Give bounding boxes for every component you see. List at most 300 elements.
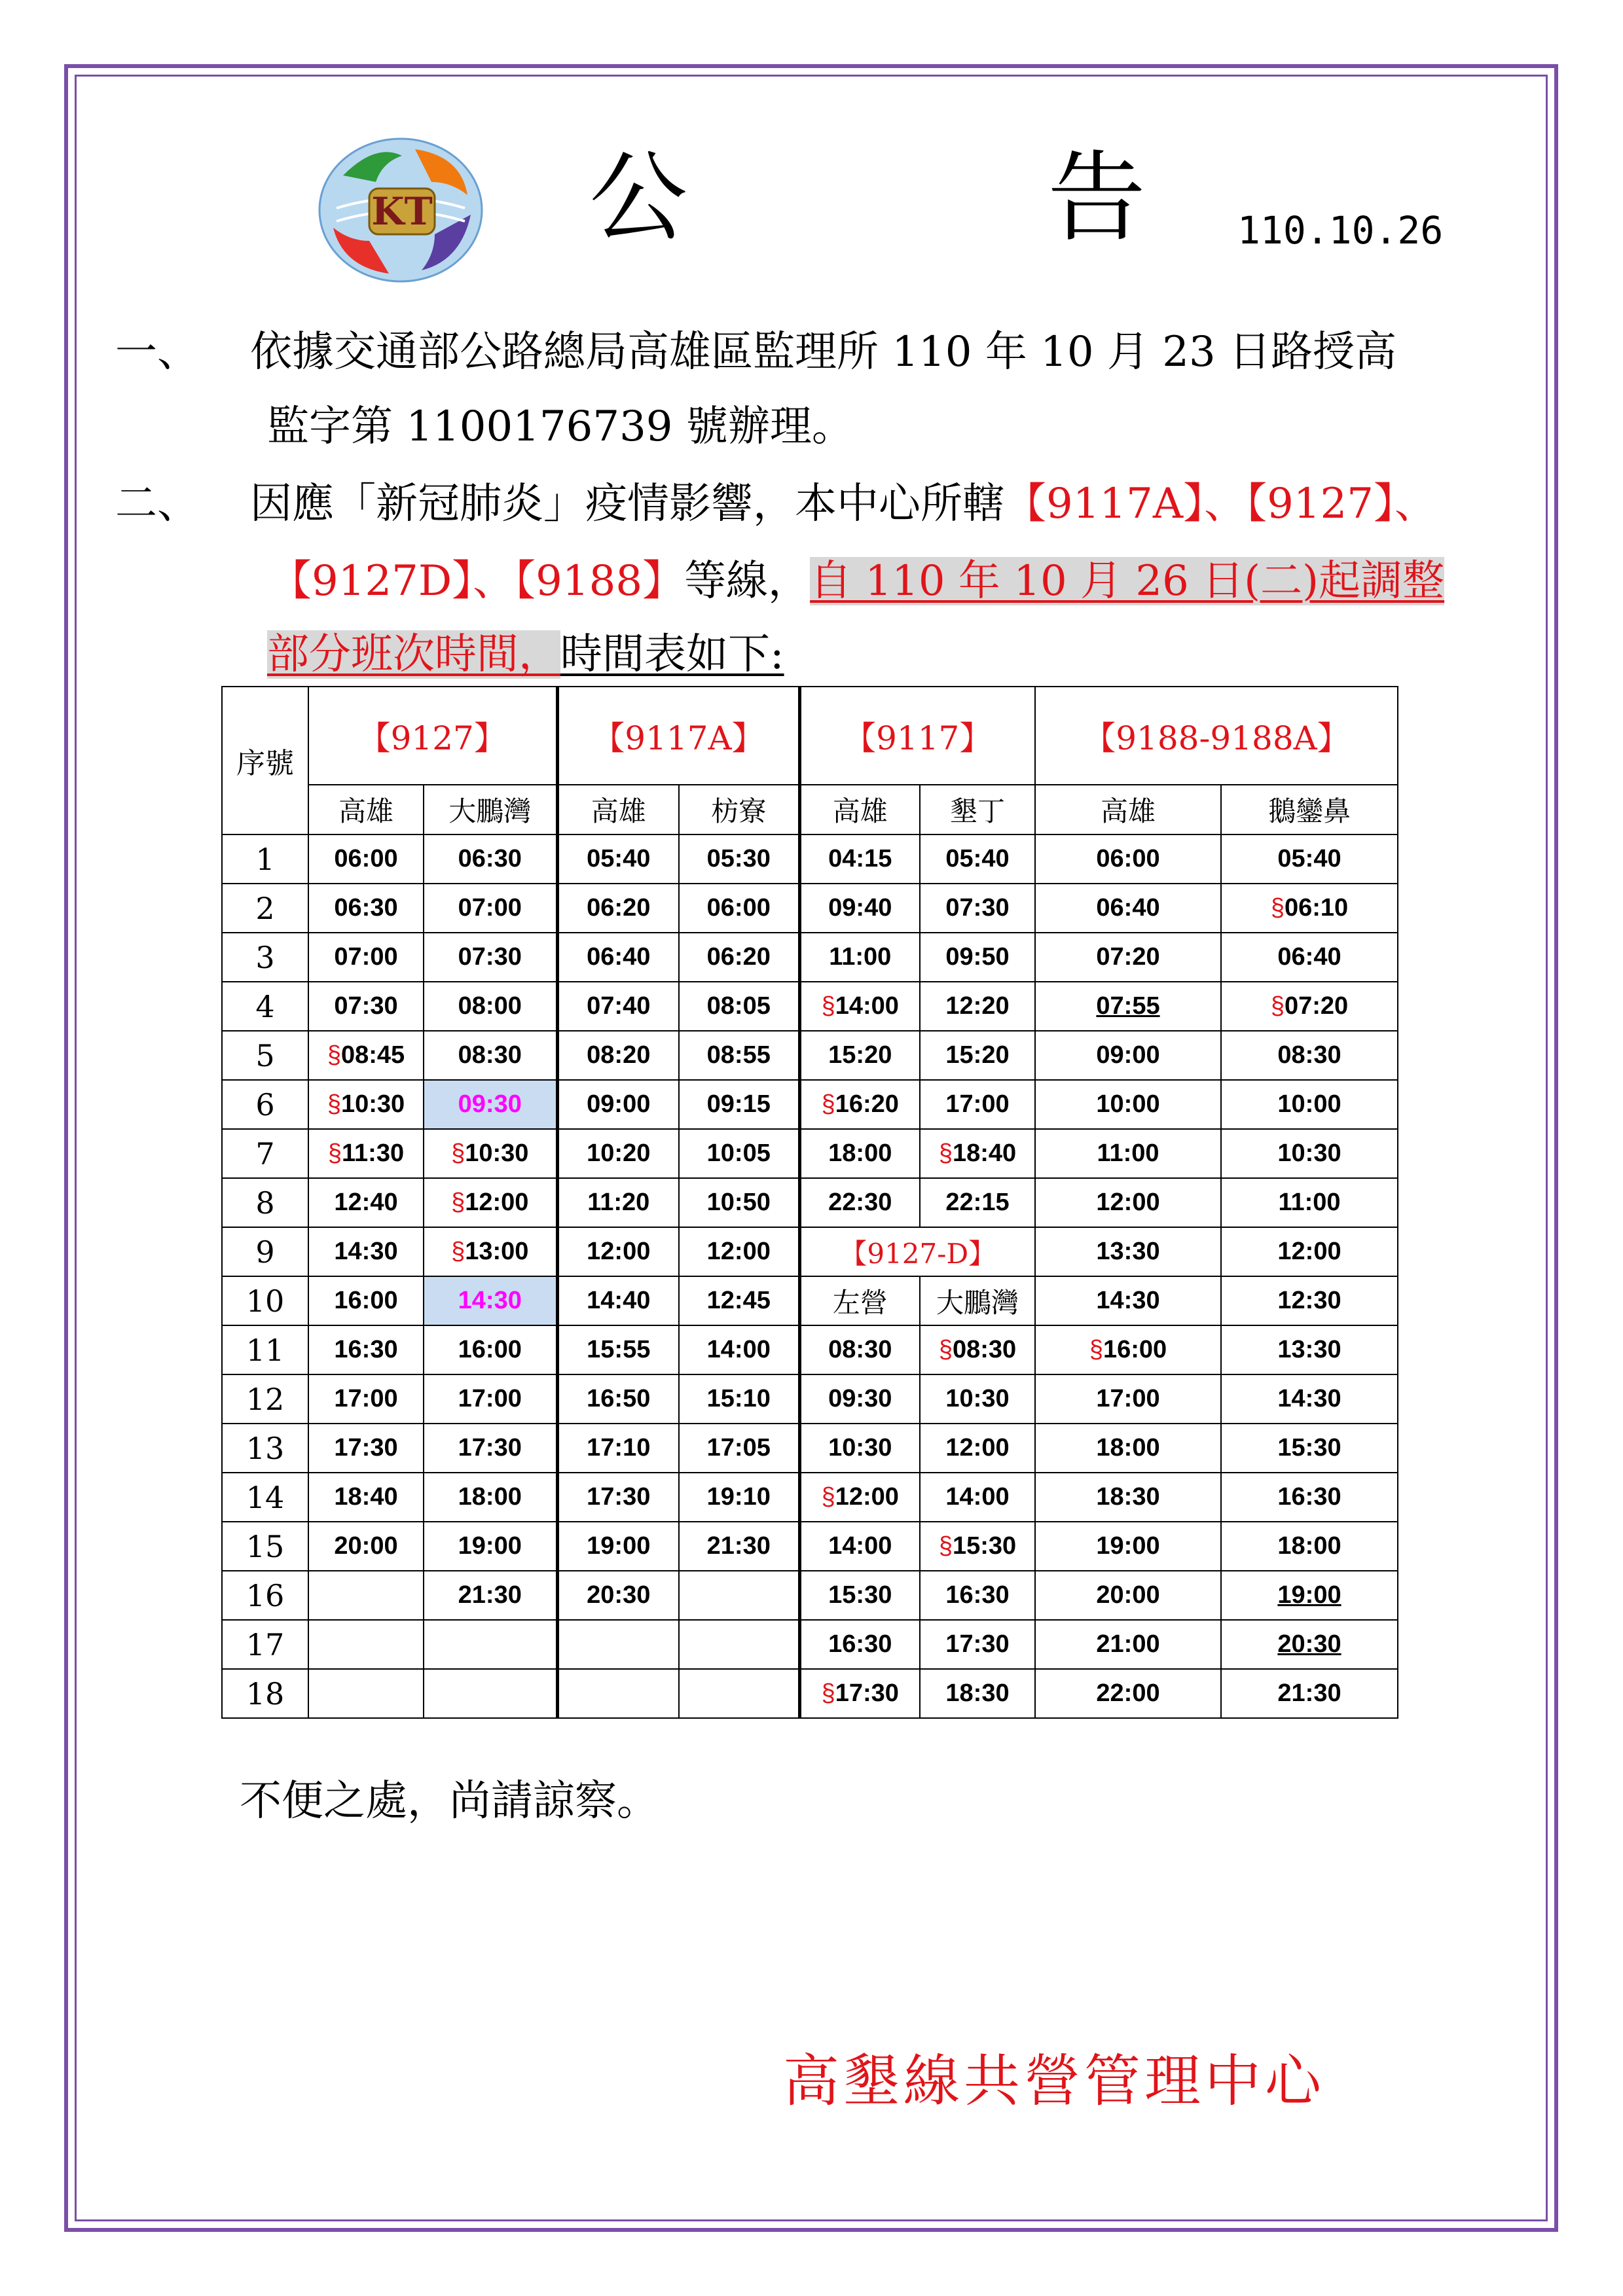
item1-line1: 依據交通部公路總局高雄區監理所 110 年 10 月 23 日路授高 [250, 328, 1397, 376]
time-text: 08:05 [706, 992, 771, 1020]
time-cell [920, 834, 1035, 884]
time-text: 14:00 [706, 1336, 771, 1363]
time-text: 21:30 [706, 1532, 771, 1560]
time-cell [1035, 1473, 1221, 1522]
row-number [222, 1080, 308, 1129]
time-text: 16:00 [1103, 1336, 1167, 1363]
time-cell [799, 1620, 920, 1669]
time-cell [1221, 933, 1398, 982]
time-text: 13:30 [1277, 1336, 1341, 1363]
time-cell [557, 933, 679, 982]
time-cell [1035, 1522, 1221, 1571]
item2-line2-text: 等線， [684, 557, 811, 605]
time-text: 08:30 [952, 1336, 1017, 1363]
time-cell [557, 1424, 679, 1473]
time-text: 14:00 [945, 1483, 1010, 1511]
time-cell [679, 1473, 799, 1522]
time-cell [799, 1325, 920, 1374]
time-cell [308, 1669, 424, 1718]
time-text: 10:05 [706, 1139, 771, 1167]
time-text: 06:20 [706, 943, 771, 971]
time-cell [920, 1178, 1035, 1227]
time-text: 05:40 [1277, 845, 1341, 872]
time-text: 22:15 [945, 1189, 1010, 1216]
time-text: 17:30 [458, 1434, 522, 1462]
time-text: 09:30 [828, 1385, 892, 1412]
time-cell [1035, 834, 1221, 884]
time-text: 15:30 [828, 1581, 892, 1609]
time-text: 12:00 [835, 1483, 899, 1511]
time-cell [679, 1129, 799, 1178]
time-text: 15:30 [952, 1532, 1017, 1560]
time-text: 20:00 [334, 1532, 398, 1560]
sub-col-header: 左營 [799, 1276, 920, 1325]
time-text: 15:30 [1277, 1434, 1341, 1462]
time-cell [424, 1374, 557, 1424]
item2-number: 二、 [115, 480, 199, 528]
time-cell [679, 1080, 799, 1129]
row-number-text: 9 [255, 1234, 275, 1270]
time-text: 16:00 [334, 1287, 398, 1314]
time-cell [1221, 1669, 1398, 1718]
time-text: 17:00 [334, 1385, 398, 1412]
time-cell [1221, 1522, 1398, 1571]
signature: 高墾線共營管理中心 [783, 2049, 1325, 2114]
row-number [222, 884, 308, 933]
time-text: 15:10 [706, 1385, 771, 1412]
time-text: 08:30 [828, 1336, 892, 1363]
time-cell [308, 1129, 424, 1178]
time-cell [679, 1522, 799, 1571]
time-text: 05:30 [706, 845, 771, 872]
row-number [222, 1178, 308, 1227]
time-cell [557, 1031, 679, 1080]
time-text: 08:30 [1277, 1041, 1341, 1069]
item2-line1-text: 因應「新冠肺炎」疫情影響，本中心所轄 [250, 480, 1004, 528]
time-text: 16:30 [945, 1581, 1010, 1609]
table-row [222, 1325, 1398, 1374]
row-number [222, 1227, 308, 1276]
time-text: 12:30 [1277, 1287, 1341, 1314]
row-number-text: 1 [255, 841, 275, 877]
time-cell [679, 1178, 799, 1227]
row-number-text: 17 [246, 1626, 285, 1662]
time-text: 04:15 [828, 845, 892, 872]
time-text: 07:55 [1096, 992, 1160, 1020]
time-cell [920, 1129, 1035, 1178]
time-cell [679, 1031, 799, 1080]
time-cell [308, 1227, 424, 1276]
row-number [222, 834, 308, 884]
time-cell [557, 1571, 679, 1620]
seq-header: 序號 [222, 687, 308, 834]
notice-date: 110.10.26 [1237, 208, 1444, 253]
time-cell [920, 884, 1035, 933]
time-cell [557, 1227, 679, 1276]
row-number-text: 16 [246, 1577, 285, 1613]
time-cell [920, 1031, 1035, 1080]
time-text: 12:00 [945, 1434, 1010, 1462]
time-cell [308, 1080, 424, 1129]
time-cell [1221, 1325, 1398, 1374]
time-text: 17:00 [458, 1385, 522, 1412]
row-number-text: 10 [246, 1283, 285, 1319]
time-text: 11:30 [342, 1139, 405, 1167]
time-cell [1035, 1178, 1221, 1227]
row-number-text: 18 [246, 1676, 285, 1712]
time-text: 12:00 [465, 1189, 529, 1216]
row-number [222, 1620, 308, 1669]
time-text: 09:00 [587, 1090, 651, 1118]
section-mark: § [938, 1532, 953, 1560]
route-header-9188: 【9188-9188A】 [1035, 687, 1398, 785]
item2-line1-routes: 【9117A】、【9127】、 [1004, 480, 1436, 528]
time-cell [424, 1669, 557, 1718]
time-text: 21:30 [458, 1581, 522, 1609]
table-row [222, 834, 1398, 884]
time-cell [308, 1178, 424, 1227]
time-cell [1035, 1227, 1221, 1276]
time-cell [1035, 1129, 1221, 1178]
time-cell [424, 1522, 557, 1571]
time-text: 07:00 [458, 894, 522, 922]
time-text: 10:30 [828, 1434, 892, 1462]
time-text: 12:20 [945, 992, 1010, 1020]
time-cell [557, 884, 679, 933]
table-row [222, 1227, 1398, 1276]
time-cell [424, 1080, 557, 1129]
time-cell [920, 1080, 1035, 1129]
table-row [222, 884, 1398, 933]
item1-number: 一、 [115, 328, 199, 376]
table-row [222, 1276, 1398, 1325]
time-text: 18:00 [1277, 1532, 1341, 1560]
time-text: 11:00 [1097, 1139, 1159, 1167]
time-text: 11:20 [587, 1189, 650, 1216]
time-text: 09:30 [458, 1090, 522, 1118]
time-text: 10:20 [587, 1139, 651, 1167]
section-mark: § [327, 1090, 341, 1118]
time-text: 21:30 [1277, 1679, 1341, 1707]
row-number-text: 4 [255, 988, 275, 1024]
time-cell [424, 1031, 557, 1080]
time-text: 08:45 [340, 1041, 405, 1069]
time-cell [1221, 1080, 1398, 1129]
time-cell [1035, 884, 1221, 933]
time-cell [799, 1571, 920, 1620]
time-cell [920, 1620, 1035, 1669]
time-cell [799, 1080, 920, 1129]
table-row [222, 1473, 1398, 1522]
time-cell [557, 1080, 679, 1129]
page-title: 公 告 [589, 141, 1277, 255]
col-header: 高雄 [1035, 785, 1221, 834]
time-text: 10:00 [1096, 1090, 1160, 1118]
col-header: 墾丁 [920, 785, 1035, 834]
time-cell [1221, 982, 1398, 1031]
item2-line3-text: 時間表如下: [560, 630, 784, 679]
time-cell [557, 1129, 679, 1178]
row-number-text: 6 [255, 1086, 275, 1122]
col-header: 大鵬灣 [424, 785, 557, 834]
time-text: 10:00 [1277, 1090, 1341, 1118]
schedule-table [221, 686, 1398, 1719]
time-cell [557, 982, 679, 1031]
time-cell [920, 933, 1035, 982]
time-cell [557, 1669, 679, 1718]
time-cell [308, 1424, 424, 1473]
row-number [222, 1473, 308, 1522]
time-text: 11:00 [1278, 1189, 1341, 1216]
section-mark: § [938, 1336, 953, 1363]
time-text: 07:30 [945, 894, 1010, 922]
row-number-text: 2 [255, 890, 275, 926]
col-header: 枋寮 [679, 785, 799, 834]
time-text: 19:00 [458, 1532, 522, 1560]
time-cell [1221, 1571, 1398, 1620]
row-number [222, 1522, 308, 1571]
time-text: 16:30 [828, 1630, 892, 1658]
time-cell [424, 1178, 557, 1227]
time-text: 14:30 [1096, 1287, 1160, 1314]
time-cell [557, 834, 679, 884]
time-cell [557, 1178, 679, 1227]
time-cell [799, 1424, 920, 1473]
time-text: 07:20 [1284, 992, 1349, 1020]
item2-line1 [250, 480, 1436, 528]
time-cell [679, 1571, 799, 1620]
section-mark: § [821, 1483, 835, 1511]
time-cell [799, 834, 920, 884]
time-cell [1035, 1031, 1221, 1080]
row-number [222, 1424, 308, 1473]
time-text: 14:40 [587, 1287, 651, 1314]
item2-line2-highlight: 自 110 年 10 月 26 日(二)起調整 [810, 557, 1445, 605]
time-text: 06:40 [1277, 943, 1341, 971]
col-header: 高雄 [557, 785, 679, 834]
time-cell [920, 1424, 1035, 1473]
time-text: 17:30 [835, 1679, 899, 1707]
time-text: 17:00 [1096, 1385, 1160, 1412]
table-row [222, 1080, 1398, 1129]
time-cell [308, 1522, 424, 1571]
time-cell [557, 1325, 679, 1374]
time-cell [679, 1374, 799, 1424]
table-row [222, 982, 1398, 1031]
row-number [222, 982, 308, 1031]
time-text: 08:20 [587, 1041, 651, 1069]
time-cell [424, 1276, 557, 1325]
time-cell [920, 1325, 1035, 1374]
section-mark: § [821, 1090, 835, 1118]
time-text: 09:15 [706, 1090, 771, 1118]
time-text: 14:30 [458, 1287, 522, 1314]
table-row [222, 1669, 1398, 1718]
table-row [222, 1178, 1398, 1227]
time-text: 08:00 [458, 992, 522, 1020]
time-text: 14:30 [1277, 1385, 1341, 1412]
table-row [222, 933, 1398, 982]
sub-route-header: 【9127-D】 [799, 1227, 1035, 1276]
time-cell [1221, 1473, 1398, 1522]
time-text: 06:00 [706, 894, 771, 922]
time-cell [1035, 982, 1221, 1031]
time-cell [424, 1473, 557, 1522]
time-cell [308, 1473, 424, 1522]
time-text: 19:00 [1277, 1581, 1341, 1609]
row-number [222, 933, 308, 982]
time-cell [920, 1522, 1035, 1571]
item2-line3-highlight: 部分班次時間， [267, 630, 560, 679]
time-text: 10:30 [945, 1385, 1010, 1412]
time-cell [308, 884, 424, 933]
table-row [222, 1129, 1398, 1178]
time-cell [1221, 1276, 1398, 1325]
item2-line2 [270, 557, 1445, 605]
time-text: 18:30 [945, 1679, 1010, 1707]
section-mark: § [821, 1679, 835, 1707]
time-cell [424, 1129, 557, 1178]
col-header: 高雄 [308, 785, 424, 834]
time-text: 16:20 [835, 1090, 899, 1118]
time-text: 08:55 [706, 1041, 771, 1069]
time-text: 18:40 [952, 1139, 1017, 1167]
time-text: 12:00 [1096, 1189, 1160, 1216]
time-cell [1221, 1227, 1398, 1276]
time-text: 06:40 [1096, 894, 1160, 922]
time-text: 16:30 [1277, 1483, 1341, 1511]
time-text: 17:00 [945, 1090, 1010, 1118]
time-text: 18:00 [458, 1483, 522, 1511]
table-row [222, 1374, 1398, 1424]
time-text: 17:10 [587, 1434, 651, 1462]
route-header-9117: 【9117】 [799, 687, 1035, 785]
row-number [222, 1571, 308, 1620]
time-cell [920, 1571, 1035, 1620]
time-cell [557, 1522, 679, 1571]
table-row [222, 1522, 1398, 1571]
row-number [222, 1276, 308, 1325]
time-cell [308, 1571, 424, 1620]
time-cell [557, 1473, 679, 1522]
time-cell [1221, 1129, 1398, 1178]
time-text: 15:20 [828, 1041, 892, 1069]
time-cell [424, 933, 557, 982]
time-text: 19:00 [1096, 1532, 1160, 1560]
time-cell [308, 933, 424, 982]
table-row [222, 1571, 1398, 1620]
time-cell [679, 1424, 799, 1473]
time-cell [799, 1031, 920, 1080]
time-cell [1035, 1276, 1221, 1325]
time-cell [1035, 1325, 1221, 1374]
row-number-text: 7 [255, 1136, 275, 1172]
time-cell [799, 1374, 920, 1424]
time-cell [424, 1571, 557, 1620]
time-cell [308, 1374, 424, 1424]
time-cell [1221, 1620, 1398, 1669]
time-text: 07:20 [1096, 943, 1160, 971]
time-text: 12:40 [334, 1189, 398, 1216]
time-text: 18:00 [1096, 1434, 1160, 1462]
section-mark: § [1089, 1336, 1103, 1363]
time-text: 09:50 [945, 943, 1010, 971]
kt-logo-text: KT [371, 189, 433, 234]
section-mark: § [938, 1139, 953, 1167]
table-row [222, 1031, 1398, 1080]
time-text: 06:00 [334, 845, 398, 872]
time-text: 22:00 [1096, 1679, 1160, 1707]
row-number [222, 1374, 308, 1424]
time-cell [308, 1325, 424, 1374]
time-text: 05:40 [587, 845, 651, 872]
row-number-text: 8 [255, 1185, 275, 1221]
time-text: 07:00 [334, 943, 398, 971]
time-text: 09:00 [1096, 1041, 1160, 1069]
item2-line2-routes: 【9127D】、【9188】 [270, 557, 685, 605]
time-text: 06:20 [587, 894, 651, 922]
time-cell [799, 1522, 920, 1571]
time-cell [679, 834, 799, 884]
time-text: 16:30 [334, 1336, 398, 1363]
section-mark: § [327, 1139, 342, 1167]
time-cell [679, 1620, 799, 1669]
time-cell [920, 1374, 1035, 1424]
time-text: 17:30 [334, 1434, 398, 1462]
time-cell [1035, 933, 1221, 982]
time-cell [799, 1473, 920, 1522]
time-text: 15:20 [945, 1041, 1010, 1069]
time-cell [308, 834, 424, 884]
time-text: 20:00 [1096, 1581, 1160, 1609]
time-cell [557, 1620, 679, 1669]
time-text: 10:30 [1277, 1139, 1341, 1167]
time-text: 07:40 [587, 992, 651, 1020]
time-cell [308, 982, 424, 1031]
time-cell [679, 933, 799, 982]
time-text: 06:30 [334, 894, 398, 922]
time-text: 07:30 [334, 992, 398, 1020]
time-cell [799, 933, 920, 982]
table-row [222, 1620, 1398, 1669]
sub-col-header: 大鵬灣 [920, 1276, 1035, 1325]
col-header: 高雄 [799, 785, 920, 834]
time-text: 14:00 [828, 1532, 892, 1560]
route-header-9127: 【9127】 [308, 687, 557, 785]
time-cell [1221, 1178, 1398, 1227]
item2-line3 [267, 630, 784, 679]
time-cell [1221, 1031, 1398, 1080]
closing-text: 不便之處，尚請諒察。 [240, 1777, 659, 1825]
time-cell [679, 1325, 799, 1374]
time-cell [1035, 1080, 1221, 1129]
time-text: 10:30 [465, 1139, 529, 1167]
time-text: 15:55 [587, 1336, 651, 1363]
row-number-text: 15 [246, 1528, 285, 1564]
time-text: 22:30 [828, 1189, 892, 1216]
row-number-text: 5 [255, 1037, 275, 1073]
time-cell [424, 834, 557, 884]
time-text: 17:30 [587, 1483, 651, 1511]
time-cell [799, 1178, 920, 1227]
time-cell [557, 1374, 679, 1424]
time-cell [1035, 1669, 1221, 1718]
time-text: 13:30 [1096, 1238, 1160, 1265]
time-cell [799, 1669, 920, 1718]
time-cell [799, 982, 920, 1031]
time-cell [424, 884, 557, 933]
time-cell [424, 1227, 557, 1276]
